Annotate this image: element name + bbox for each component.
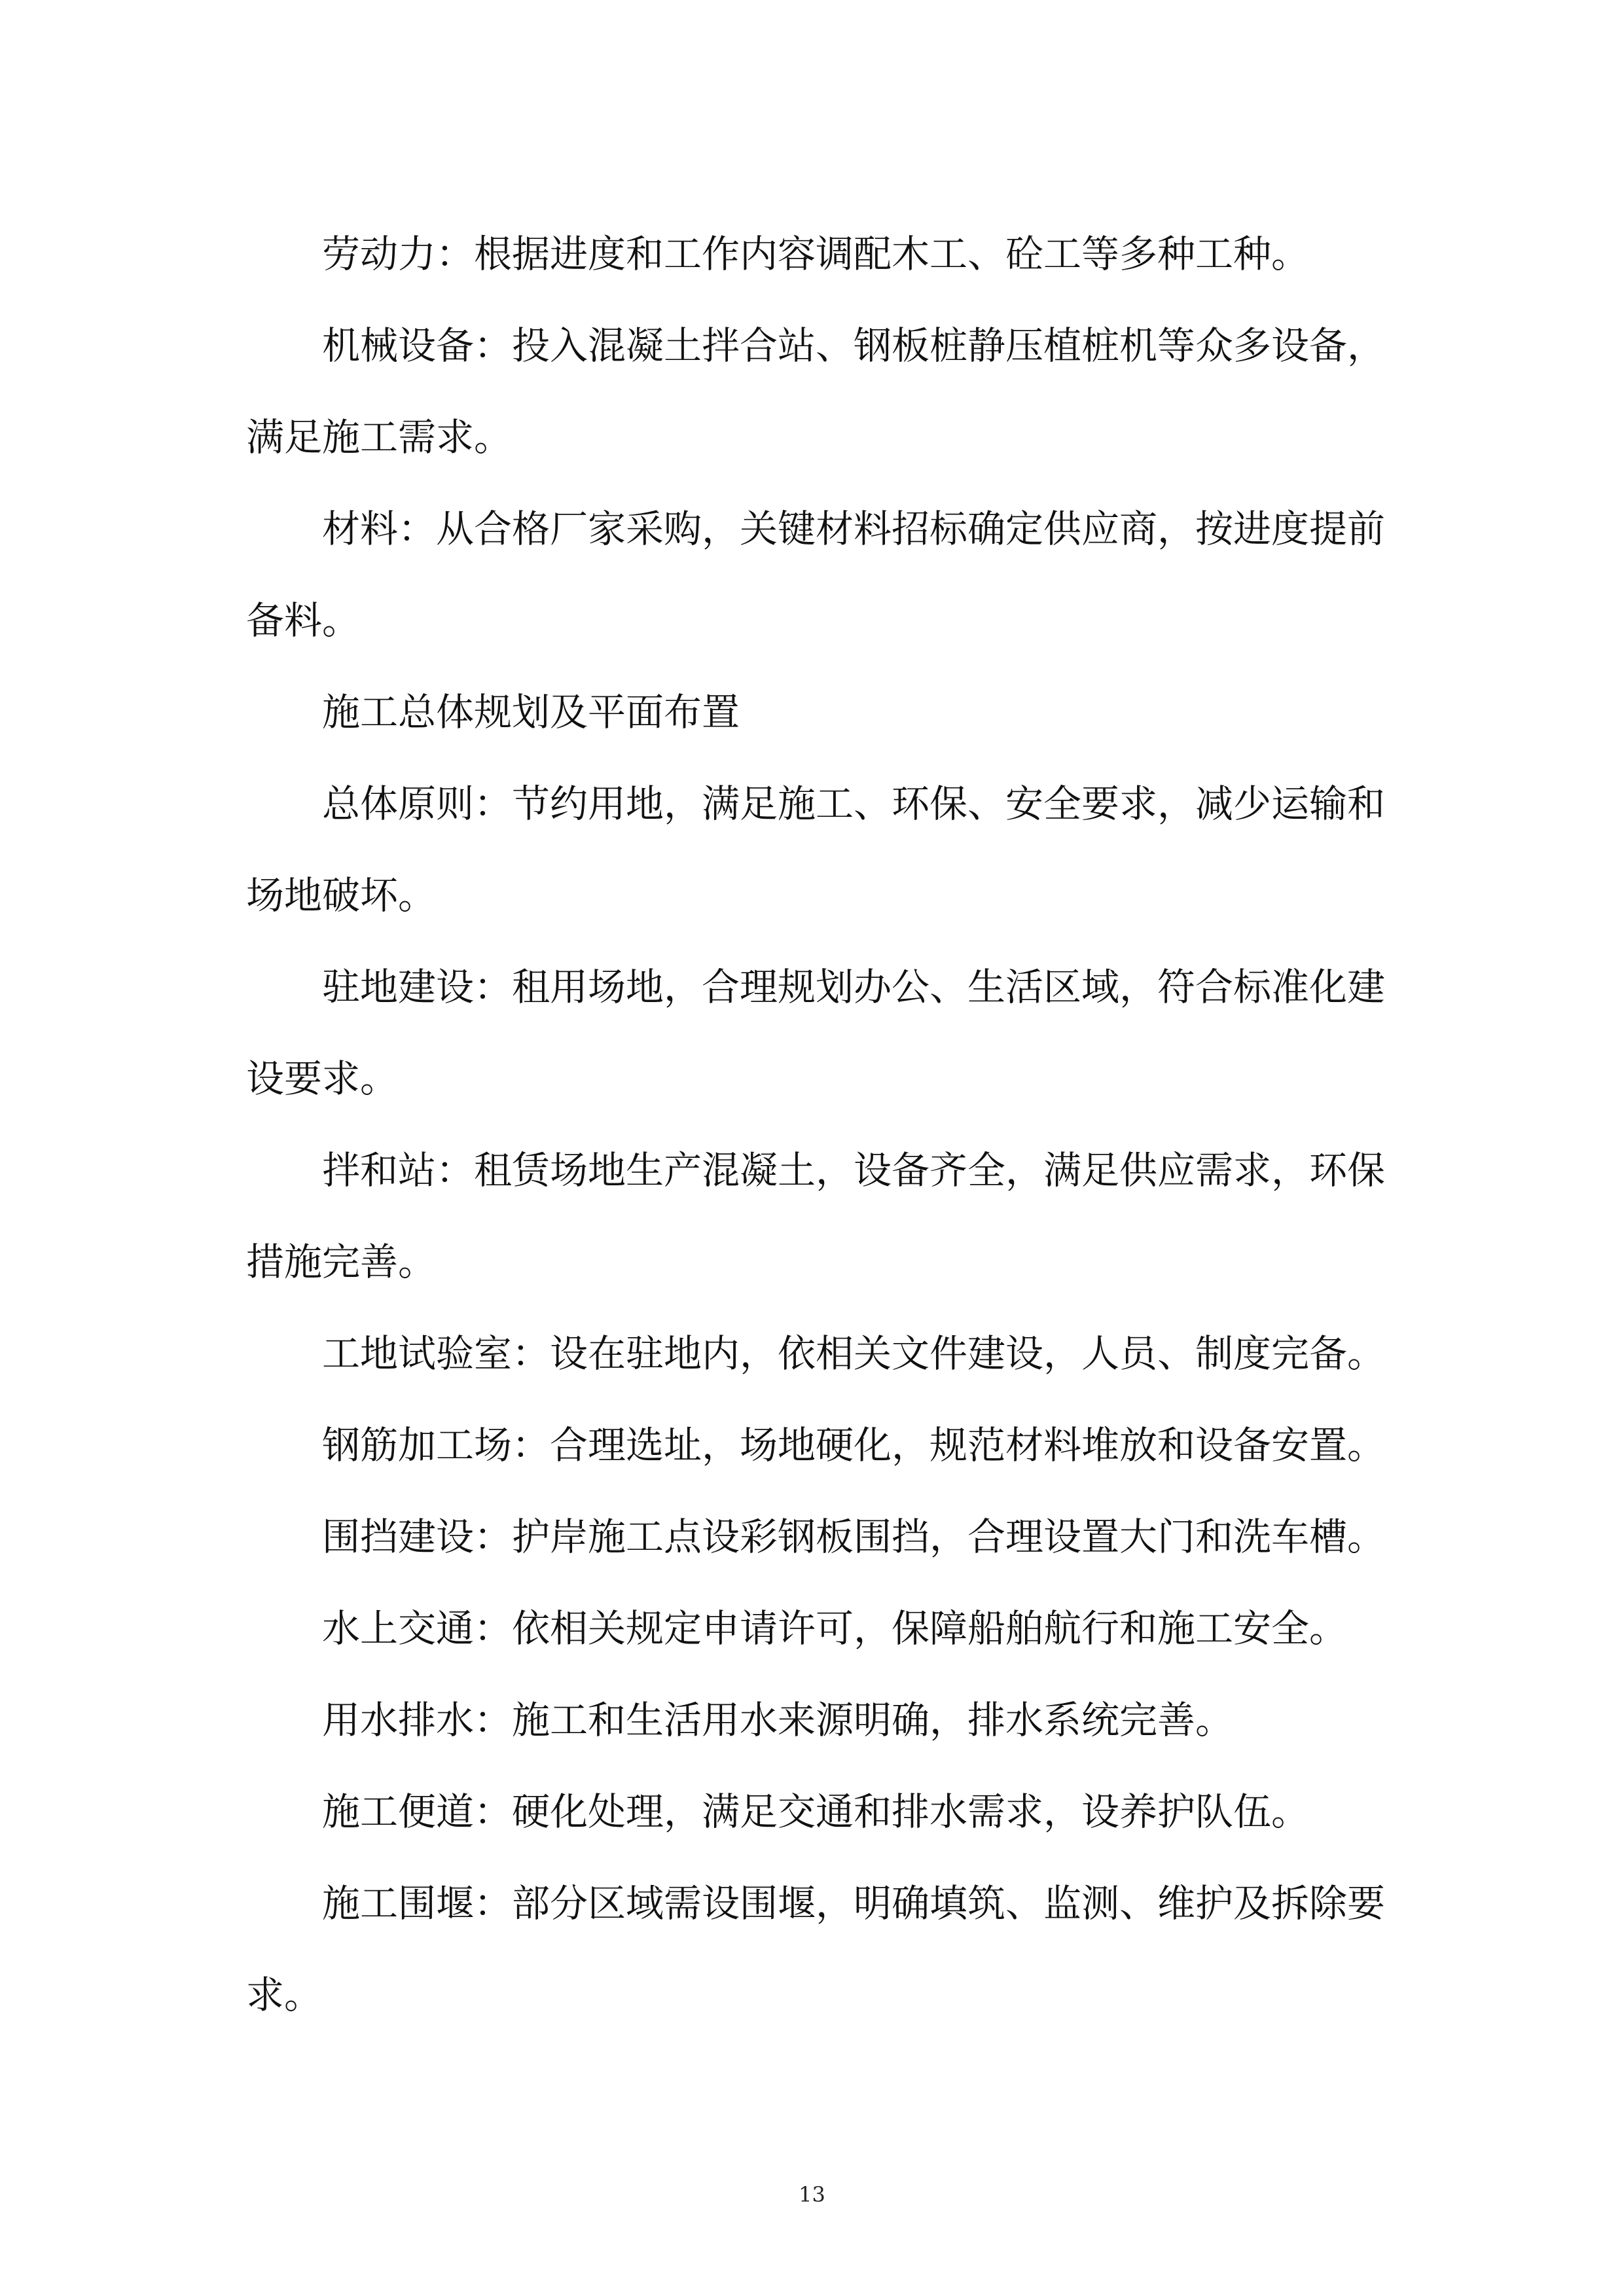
body-text: [246, 208, 1385, 2041]
paragraph-general-principles: 总体原则：节约用地，满足施工、环保、安全要求，减少运输和场地破坏。: [246, 781, 1386, 918]
paragraph-site-laboratory: 工地试验室：设在驻地内，依相关文件建设，人员、制度完备。: [322, 1331, 1386, 1376]
paragraph-access-road: 施工便道：硬化处理，满足交通和排水需求，设养护队伍。: [322, 1789, 1310, 1834]
paragraph-enclosure: 围挡建设：护岸施工点设彩钢板围挡，合理设置大门和洗车槽。: [322, 1515, 1386, 1559]
paragraph-mixing-station: 拌和站：租赁场地生产混凝土，设备齐全，满足供应需求，环保措施完善。: [246, 1148, 1386, 1284]
paragraph-cofferdam: 施工围堰：部分区域需设围堰，明确填筑、监测、维护及拆除要求。: [246, 1881, 1386, 2017]
paragraph-labor: 劳动力：根据进度和工作内容调配木工、砼工等多种工种。: [322, 232, 1310, 276]
paragraph-machinery: 机械设备：投入混凝土拌合站、钢板桩静压植桩机等众多设备，满足施工需求。: [246, 323, 1386, 459]
paragraph-materials: 材料：从合格厂家采购，关键材料招标确定供应商，按进度提前备料。: [246, 507, 1386, 643]
page-number: 13: [799, 2182, 825, 2207]
paragraph-water-traffic: 水上交通：依相关规定申请许可，保障船舶航行和施工安全。: [322, 1606, 1348, 1651]
paragraph-water-drainage: 用水排水：施工和生活用水来源明确，排水系统完善。: [322, 1698, 1234, 1742]
paragraph-rebar-yard: 钢筋加工场：合理选址，场地硬化，规范材料堆放和设备安置。: [322, 1423, 1386, 1467]
section-heading-site-layout: 施工总体规划及平面布置: [322, 690, 740, 734]
paragraph-camp-construction: 驻地建设：租用场地，合理规划办公、生活区域，符合标准化建设要求。: [246, 965, 1386, 1101]
